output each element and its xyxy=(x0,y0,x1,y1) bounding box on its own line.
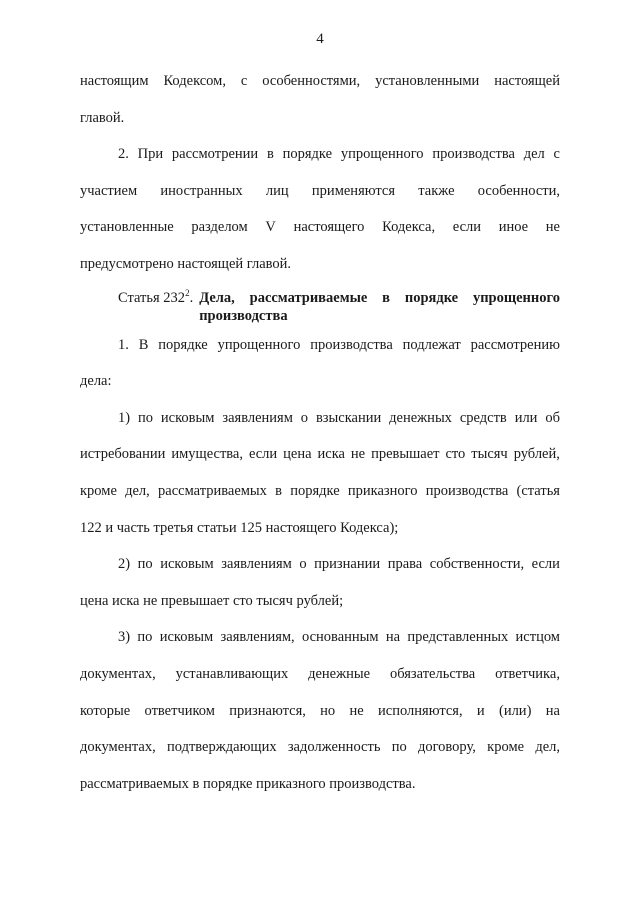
text-line xyxy=(80,209,560,246)
word: участием xyxy=(80,182,138,199)
word: сто xyxy=(445,446,466,463)
text-line: рассматриваемых в порядке приказного производства. xyxy=(80,775,416,792)
word: иска xyxy=(317,446,345,463)
word: 2. xyxy=(118,146,129,163)
text-line xyxy=(80,693,560,730)
word: признании xyxy=(314,556,381,573)
word: рассмотрении xyxy=(171,146,259,163)
text-line: главой. xyxy=(80,109,125,126)
word: исковым xyxy=(159,629,214,646)
word: представленных xyxy=(407,629,509,646)
word: кроме xyxy=(487,739,525,756)
word: об xyxy=(545,409,560,426)
word: и xyxy=(476,702,485,719)
word: исковым xyxy=(160,409,215,426)
word: устанавливающих xyxy=(175,665,289,682)
word: если xyxy=(248,446,278,463)
text-line xyxy=(80,327,560,364)
word: рассмотрению xyxy=(470,336,560,353)
word: производства xyxy=(432,146,515,163)
word: если xyxy=(531,556,560,573)
word: на xyxy=(385,629,401,646)
text-line: производства xyxy=(199,307,288,324)
word: разделом xyxy=(191,219,248,236)
text-line xyxy=(80,729,560,766)
word: упрощенного xyxy=(472,289,560,306)
word: собственности, xyxy=(429,556,525,573)
word: Дела, xyxy=(199,289,235,306)
text-line xyxy=(80,619,560,656)
word: взыскании xyxy=(315,409,382,426)
word: которые xyxy=(80,702,131,719)
word: порядке xyxy=(158,336,208,353)
word: порядке xyxy=(290,482,340,499)
word: порядке xyxy=(282,146,333,163)
word: V xyxy=(265,219,276,236)
word: При xyxy=(137,146,164,163)
word: (или) xyxy=(498,702,532,719)
word: иностранных xyxy=(160,182,243,199)
word: превышает xyxy=(371,446,440,463)
word: не xyxy=(350,446,366,463)
text-line xyxy=(199,289,560,307)
word: ответчика, xyxy=(495,665,560,682)
word: задолженность xyxy=(287,739,381,756)
word: по xyxy=(137,629,153,646)
word: но xyxy=(320,702,336,719)
page-number: 4 xyxy=(316,31,324,47)
word: применяются xyxy=(311,182,395,199)
word: лиц xyxy=(265,182,289,199)
word: средств xyxy=(459,409,507,426)
word: дел, xyxy=(535,739,560,756)
word: упрощенного xyxy=(340,146,424,163)
word: не xyxy=(349,702,364,719)
word: денежные xyxy=(308,665,371,682)
word: подтверждающих xyxy=(166,739,277,756)
word: тысяч xyxy=(471,446,508,463)
word: также xyxy=(418,182,455,199)
text-line xyxy=(80,173,560,210)
word: или xyxy=(514,409,538,426)
word: права xyxy=(387,556,423,573)
word: особенности, xyxy=(477,182,560,199)
word: установленные xyxy=(80,219,174,236)
text-line xyxy=(80,136,560,173)
word: упрощенного xyxy=(217,336,301,353)
word: денежных xyxy=(389,409,452,426)
text-line: цена иска не превышает сто тысяч рублей; xyxy=(80,592,344,609)
word: документах, xyxy=(80,739,156,756)
text-line xyxy=(80,400,560,437)
word: настоящего xyxy=(293,219,365,236)
text-line xyxy=(80,656,560,693)
word: если xyxy=(452,219,481,236)
word: по xyxy=(137,556,153,573)
text-line: 122 и часть третья статьи 125 настоящего Кодекса); xyxy=(80,519,399,536)
word: заявлениям xyxy=(221,556,292,573)
word: производства xyxy=(310,336,393,353)
text-line: предусмотрено настоящей главой. xyxy=(80,255,292,272)
word: исполняются, xyxy=(378,702,463,719)
word: на xyxy=(545,702,560,719)
word: кроме xyxy=(80,482,117,499)
word: 1. xyxy=(118,336,129,353)
word: признаются, xyxy=(229,702,306,719)
word: о xyxy=(299,556,307,573)
word: особенностями, xyxy=(262,73,361,89)
word: Кодексом, xyxy=(163,73,226,89)
word: обязательства xyxy=(389,665,476,682)
text-line xyxy=(80,436,560,473)
text-line xyxy=(80,63,560,100)
word: цена xyxy=(283,446,312,463)
word: исковым xyxy=(160,556,214,573)
word: 2) xyxy=(118,556,131,573)
word: с xyxy=(240,73,248,89)
word: с xyxy=(553,146,560,163)
word: рублей, xyxy=(513,446,560,463)
word: дел xyxy=(523,146,545,163)
word: заявлениям xyxy=(222,409,293,426)
word: по xyxy=(138,409,154,426)
word: Кодекса, xyxy=(382,219,436,236)
word: в xyxy=(275,482,283,499)
text-line xyxy=(80,473,560,510)
word: документах, xyxy=(80,665,156,682)
word: не xyxy=(545,219,560,236)
text-line xyxy=(80,546,560,583)
article-title xyxy=(199,289,560,325)
article-label: Статья $232^2$. xyxy=(118,287,194,306)
word: основанным xyxy=(301,629,379,646)
word: иное xyxy=(498,219,529,236)
word: имущества, xyxy=(171,446,243,463)
word: рассматриваемые xyxy=(249,289,368,306)
word: в xyxy=(382,289,391,306)
word: установленными xyxy=(375,73,480,89)
word: (статья xyxy=(516,482,560,499)
word: ответчиком xyxy=(144,702,215,719)
word: о xyxy=(300,409,309,426)
word: настоящим xyxy=(80,73,149,89)
word: приказного xyxy=(347,482,418,499)
word: 1) xyxy=(118,409,131,426)
document-body xyxy=(80,63,560,802)
word: 3) xyxy=(118,629,131,646)
word: истребовании xyxy=(80,446,166,463)
word: заявлениям, xyxy=(220,629,295,646)
word: договору, xyxy=(417,739,476,756)
text-line: дела: xyxy=(80,373,112,390)
word: истцом xyxy=(515,629,560,646)
word: по xyxy=(391,739,407,756)
word: дел, xyxy=(125,482,150,499)
word: подлежат xyxy=(402,336,461,353)
word: в xyxy=(266,146,274,163)
word: настоящей xyxy=(494,73,560,89)
word: порядке xyxy=(404,289,459,306)
article-heading xyxy=(80,289,560,325)
word: рассматриваемых xyxy=(158,482,267,499)
word: В xyxy=(138,336,149,353)
word: производства xyxy=(425,482,509,499)
